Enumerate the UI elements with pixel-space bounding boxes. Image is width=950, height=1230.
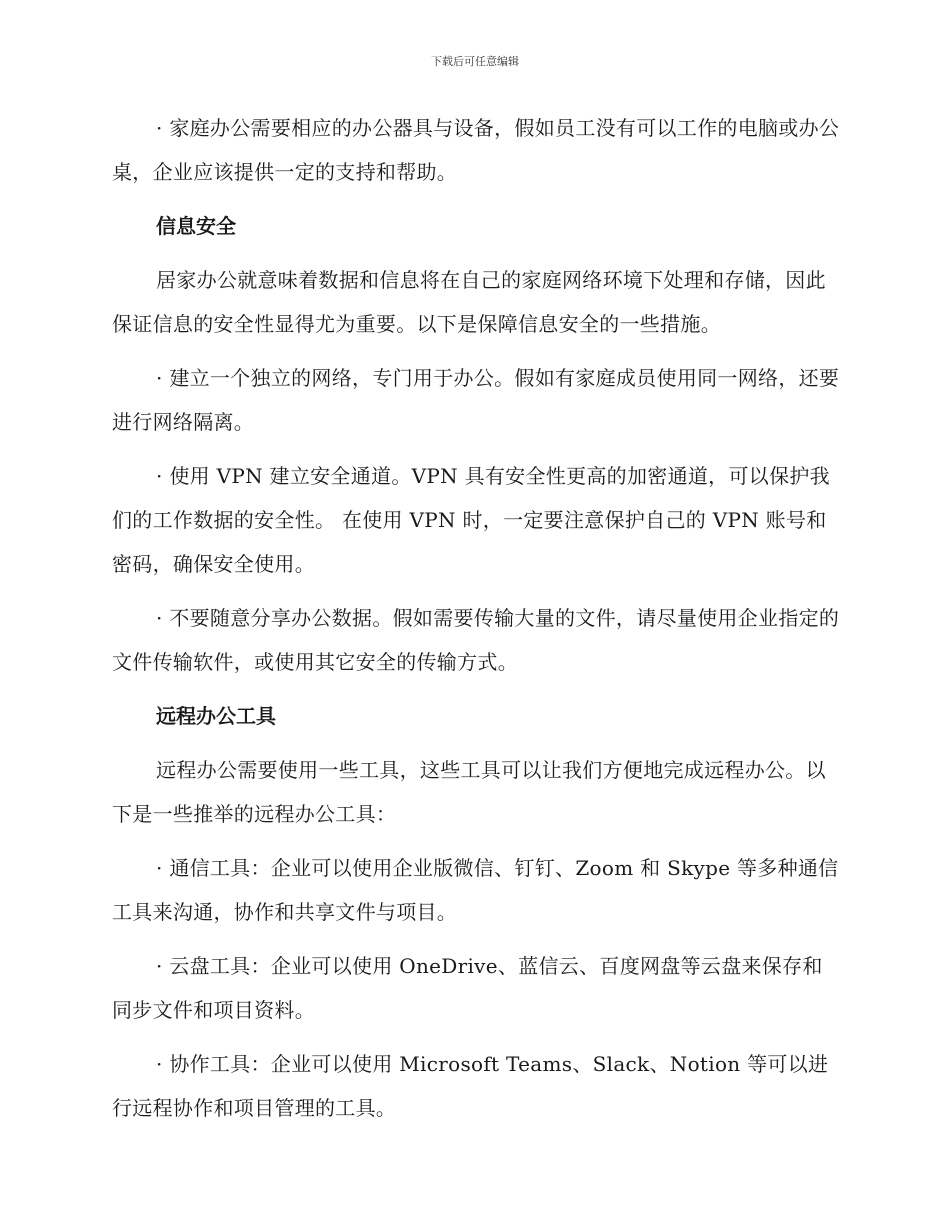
bullet-paragraph-office-equipment: · 家庭办公需要相应的办公器具与设备，假如员工没有可以工作的电脑或办公桌，企业应该提供一定的支持和帮助。 — [112, 116, 840, 184]
section-heading-info-security: 信息安全 — [156, 214, 236, 238]
bullet-paragraph-cloud-tools: · 云盘工具：企业可以使用 OneDrive、蓝信云、百度网盘等云盘来保存和同步文件和项目资料。 — [112, 954, 823, 1022]
bullet-paragraph-communication-tools: · 通信工具：企业可以使用企业版微信、钉钉、Zoom 和 Skype 等多种通信工具来沟通，协作和共享文件与项目。 — [112, 856, 839, 924]
bullet-paragraph-data-sharing: · 不要随意分享办公数据。假如需要传输大量的文件，请尽量使用企业指定的文件传输软件，或使用其它安全的传输方式。 — [112, 606, 840, 674]
bullet-paragraph-vpn: · 使用 VPN 建立安全通道。VPN 具有安全性更高的加密通道，可以保护我们的工作数据的安全性。 在使用 VPN 时，一定要注意保护自己的 VPN 账号和密码，确保安全使用。 — [112, 464, 830, 576]
paragraph-info-security-intro: 居家办公就意味着数据和信息将在自己的家庭网络环境下处理和存储，因此保证信息的安全性显得尤为重要。以下是保障信息安全的一些措施。 — [112, 268, 826, 336]
page-header: 下载后可任意编辑 — [431, 55, 519, 68]
document-body — [112, 106, 840, 1130]
section-heading-remote-tools: 远程办公工具 — [156, 704, 276, 728]
bullet-paragraph-separate-network: · 建立一个独立的网络，专门用于办公。假如有家庭成员使用同一网络，还要进行网络隔离。 — [112, 366, 840, 434]
paragraph-remote-tools-intro: 远程办公需要使用一些工具，这些工具可以让我们方便地完成远程办公。以下是一些推举的远程办公工具： — [112, 758, 826, 826]
bullet-paragraph-collaboration-tools: · 协作工具：企业可以使用 Microsoft Teams、Slack、Notion 等可以进行远程协作和项目管理的工具。 — [112, 1052, 829, 1120]
